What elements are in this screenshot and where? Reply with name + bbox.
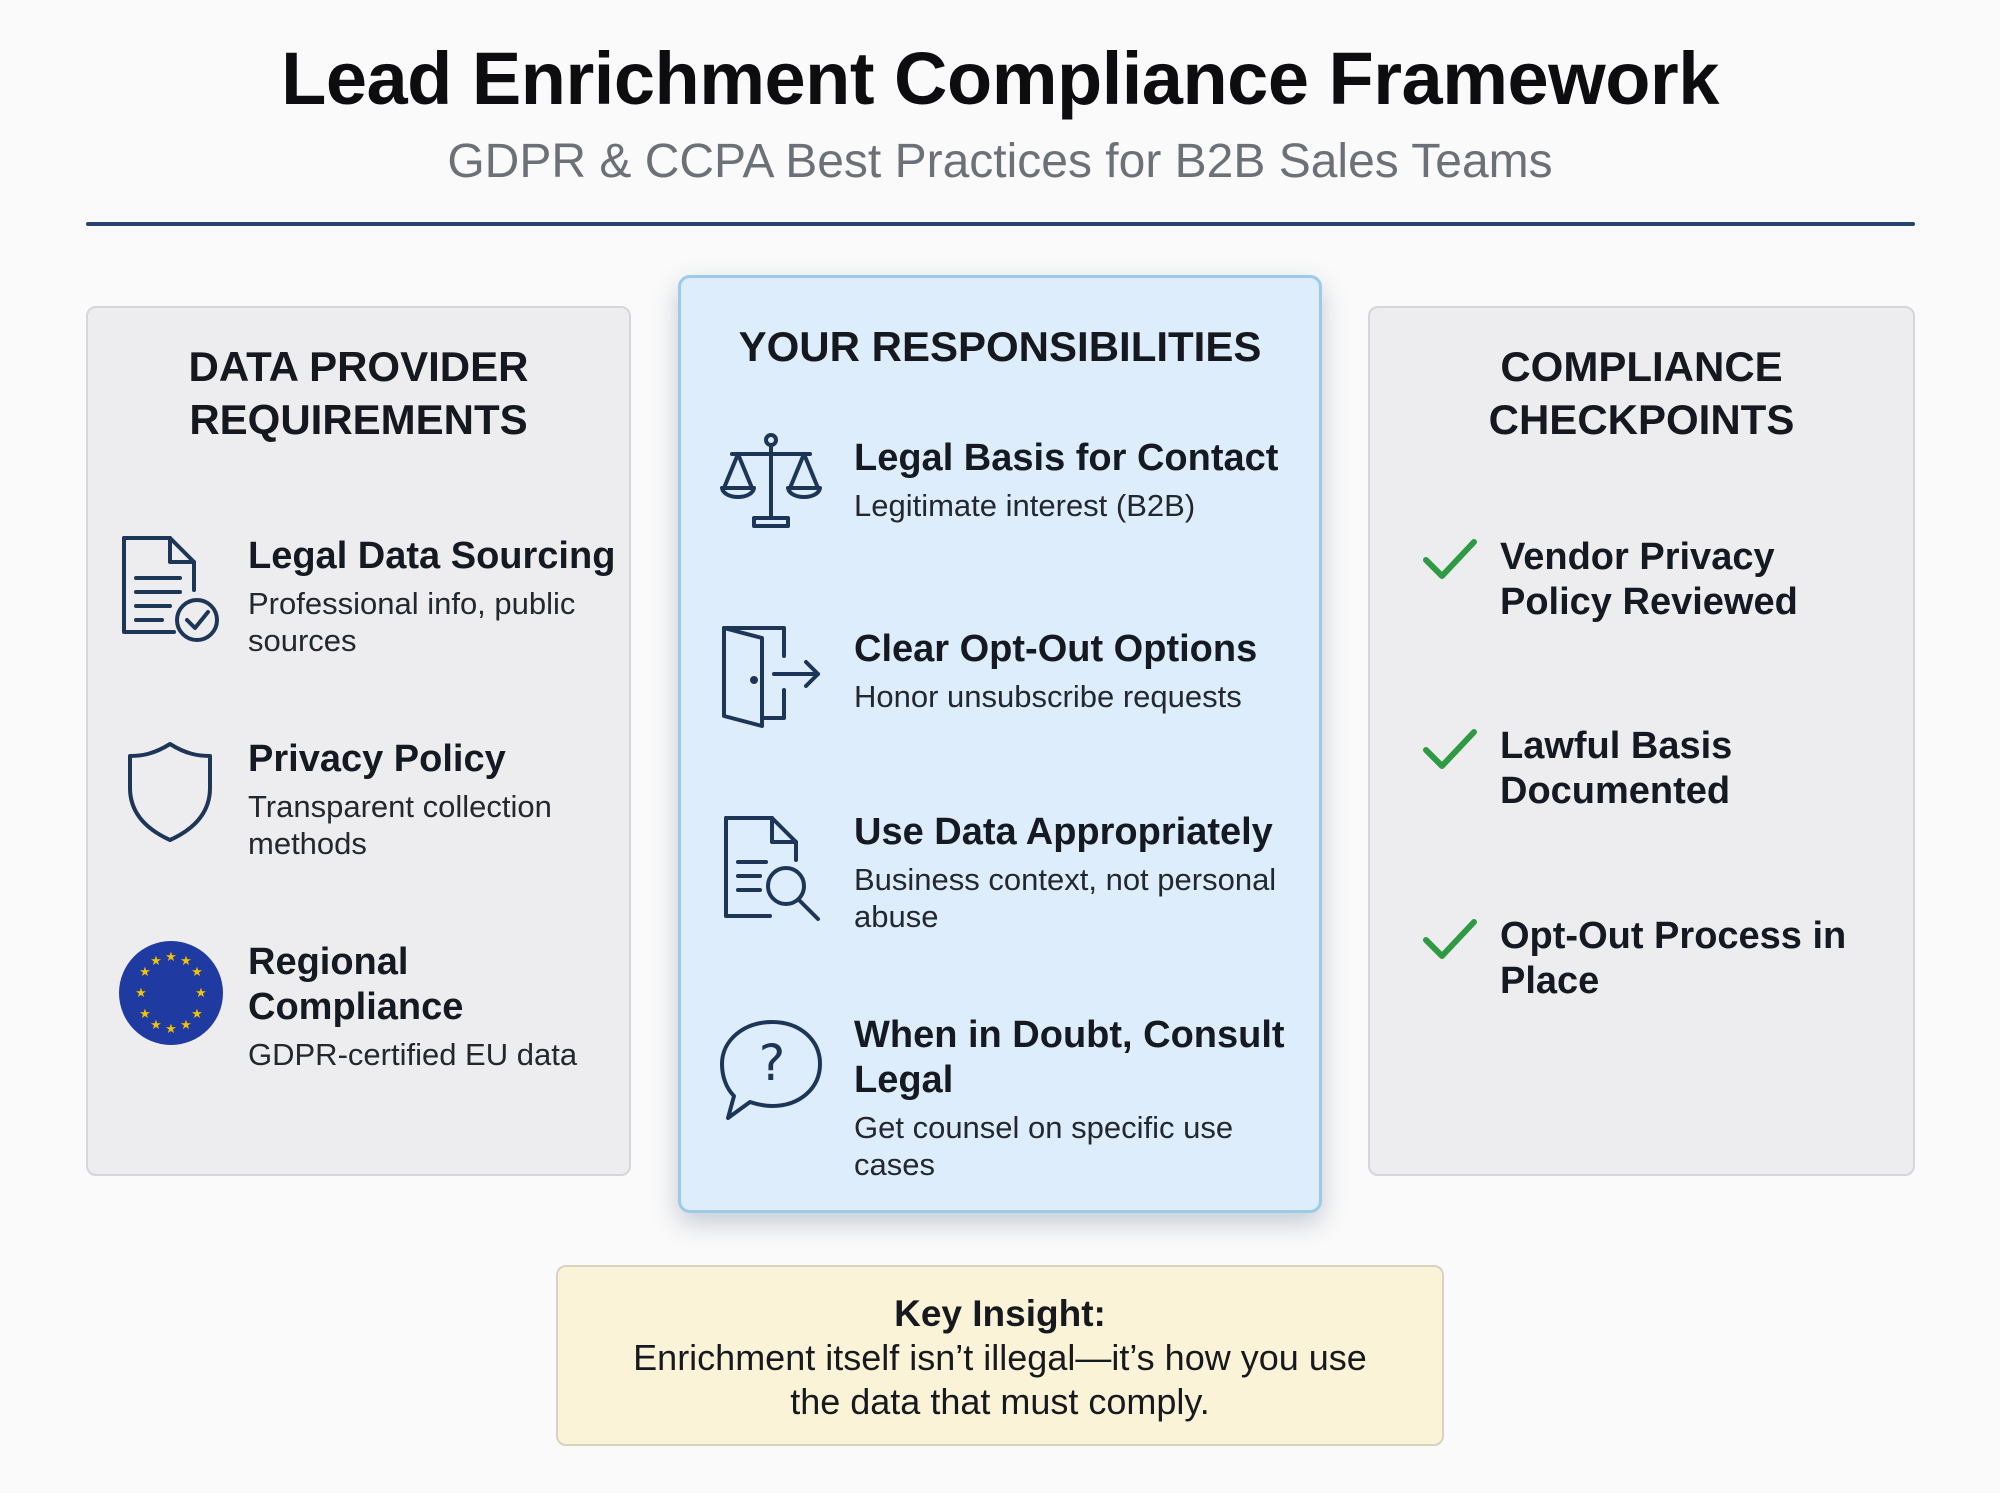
item-title: Use Data Appropriately — [854, 811, 1273, 853]
checkmark-icon — [1422, 916, 1478, 964]
svg-text:★: ★ — [191, 965, 203, 980]
item-description: Transparent collection methods — [248, 789, 552, 861]
checkmark-icon — [1422, 726, 1478, 774]
checkpoint-item — [1500, 914, 1880, 1004]
svg-text:★: ★ — [150, 1018, 162, 1033]
svg-text:★: ★ — [139, 1007, 151, 1022]
checkpoint-label: Vendor Privacy Policy Reviewed — [1500, 536, 1798, 623]
header-divider — [86, 222, 1915, 226]
checkpoint-item — [1500, 535, 1880, 625]
key-insight-box — [556, 1265, 1444, 1446]
exit-door-icon — [718, 622, 824, 728]
item-description: Business context, not personal abuse — [854, 862, 1277, 934]
item-description: GDPR-certified EU data — [248, 1037, 578, 1072]
svg-text:★: ★ — [150, 954, 162, 969]
item-description: Legitimate interest (B2B) — [854, 488, 1196, 523]
svg-text:★: ★ — [165, 1022, 177, 1037]
item-title: Legal Data Sourcing — [248, 535, 616, 577]
svg-text:★: ★ — [180, 1018, 192, 1033]
item-description: Honor unsubscribe requests — [854, 679, 1242, 714]
item-title: Clear Opt-Out Options — [854, 628, 1258, 670]
data-provider-panel-title: DATA PROVIDER REQUIREMENTS — [188, 343, 529, 443]
item-title: Regional Compliance — [248, 941, 464, 1028]
svg-text:★: ★ — [165, 950, 177, 965]
checkpoint-label: Lawful Basis Documented — [1500, 725, 1733, 812]
list-item — [854, 627, 1304, 715]
item-title: When in Doubt, Consult Legal — [854, 1014, 1285, 1101]
svg-text:?: ? — [758, 1034, 786, 1092]
checkmark-icon — [1422, 536, 1478, 584]
list-item — [854, 810, 1304, 935]
question-bubble-icon — [718, 1018, 826, 1124]
checkpoint-item — [1500, 724, 1880, 814]
key-insight-title: Key Insight: — [894, 1293, 1106, 1334]
key-insight-text: Enrichment itself isn’t illegal—it’s how you use the data that must comply. — [633, 1337, 1367, 1422]
page-title: Lead Enrichment Compliance Framework — [281, 37, 1719, 120]
item-title: Legal Basis for Contact — [854, 437, 1279, 479]
item-description: Professional info, public sources — [248, 586, 576, 658]
svg-text:★: ★ — [191, 1007, 203, 1022]
item-title: Privacy Policy — [248, 738, 506, 780]
svg-text:★: ★ — [195, 986, 207, 1001]
compliance-checkpoints-panel-title: COMPLIANCE CHECKPOINTS — [1488, 343, 1795, 443]
svg-text:★: ★ — [180, 954, 192, 969]
checkpoint-label: Opt-Out Process in Place — [1500, 915, 1847, 1002]
list-item — [248, 940, 618, 1073]
eu-flag-icon — [118, 940, 224, 1046]
list-item — [248, 737, 618, 862]
list-item — [248, 534, 618, 659]
svg-text:★: ★ — [139, 965, 151, 980]
document-check-icon — [118, 532, 224, 646]
list-item — [854, 436, 1304, 524]
scales-icon — [718, 430, 824, 534]
shield-icon — [124, 740, 216, 844]
item-description: Get counsel on specific use cases — [854, 1110, 1234, 1182]
page-subtitle: GDPR & CCPA Best Practices for B2B Sales Teams — [447, 135, 1553, 188]
list-item — [854, 1013, 1304, 1183]
document-search-icon — [720, 812, 826, 926]
svg-text:★: ★ — [135, 986, 147, 1001]
responsibilities-panel-title: YOUR RESPONSIBILITIES — [738, 323, 1262, 370]
